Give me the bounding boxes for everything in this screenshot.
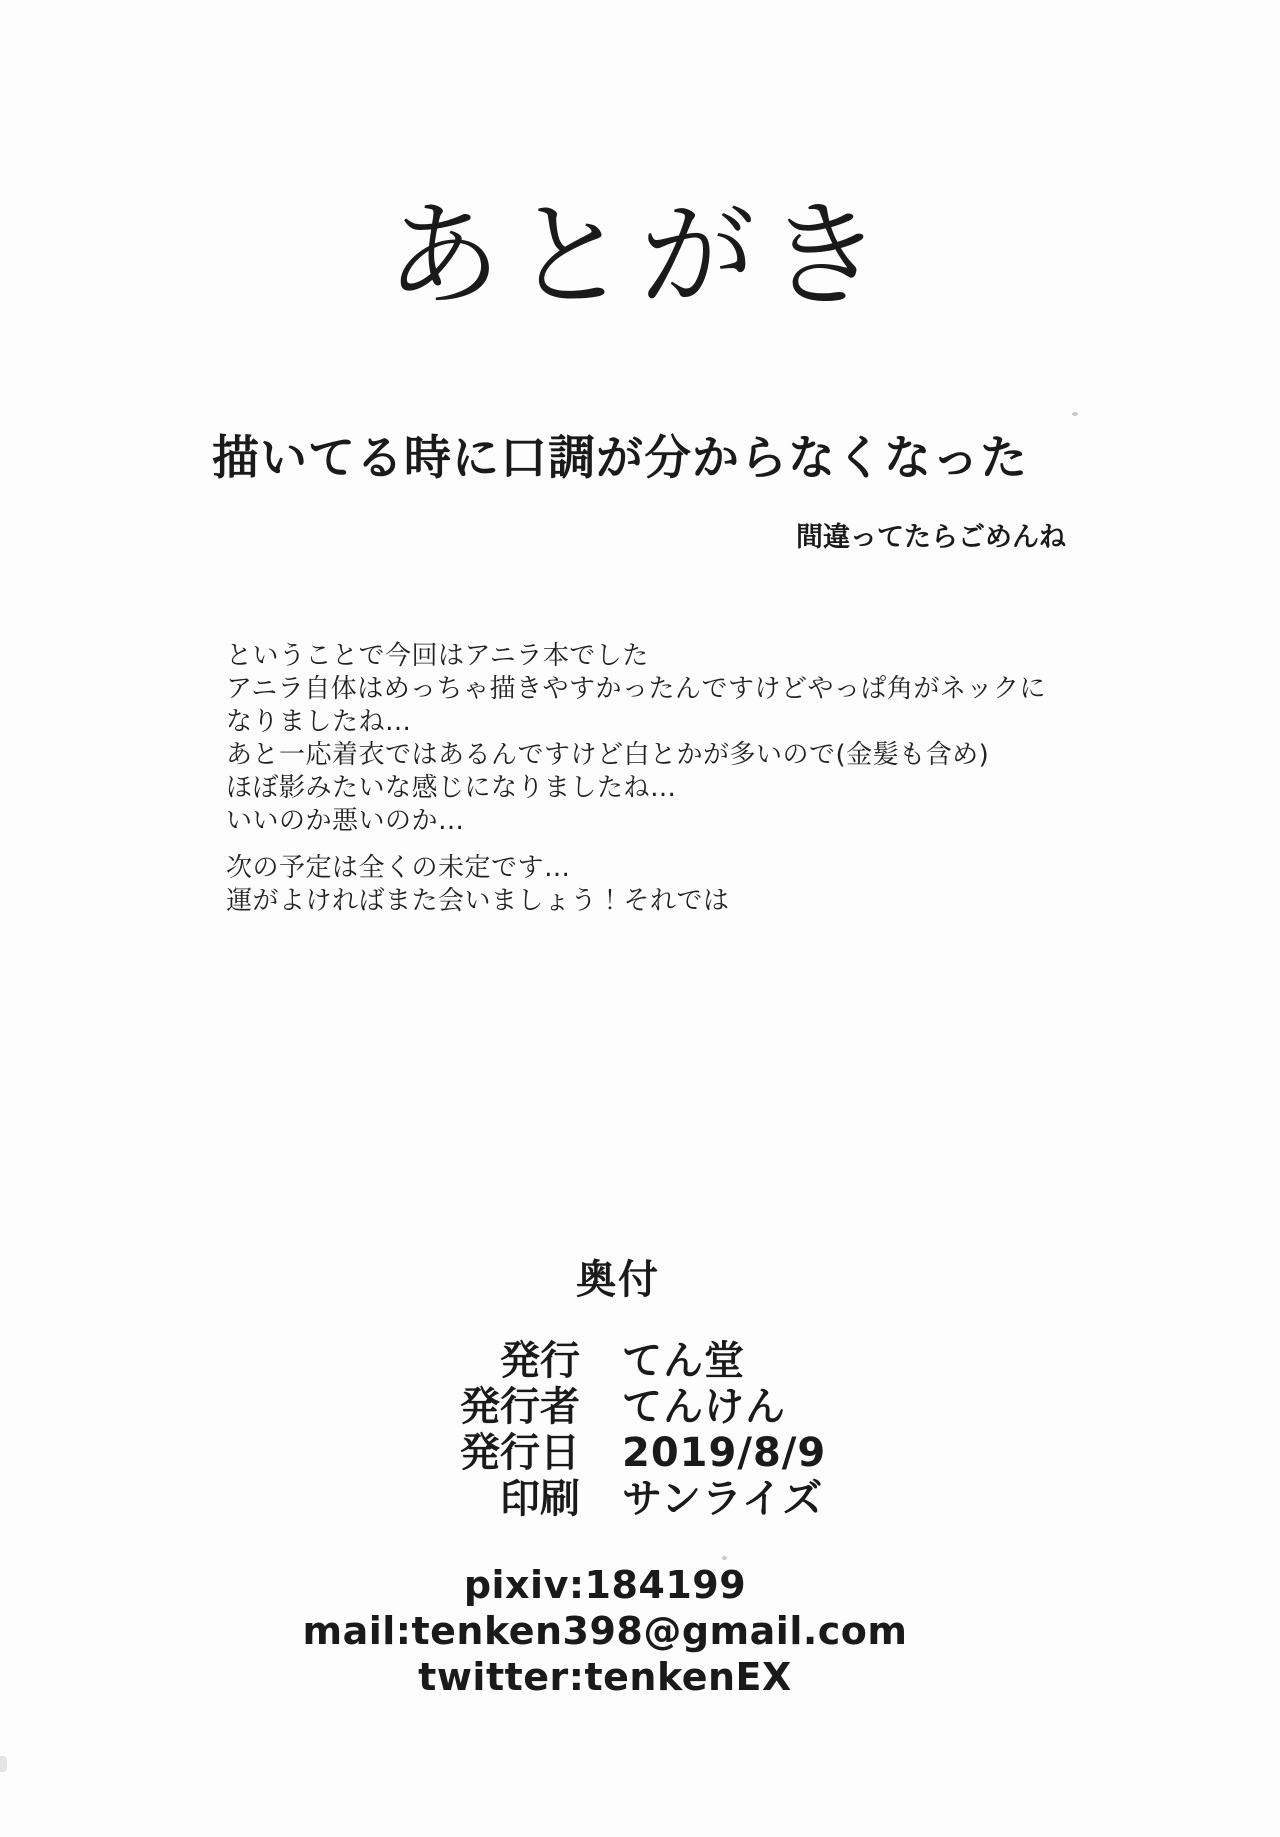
body-line: ほぼ影みたいな感じになりましたね… bbox=[226, 773, 677, 803]
colophon-label-publisher: 発行 bbox=[500, 1338, 580, 1384]
colophon-value-printer: サンライズ bbox=[622, 1476, 824, 1522]
page-title: あとがき bbox=[385, 189, 894, 323]
body-line: 次の予定は全くの未定です… bbox=[226, 853, 571, 883]
colophon-label-author: 発行者 bbox=[460, 1384, 580, 1430]
contact-info bbox=[0, 1562, 1210, 1700]
body-line: あと一応着衣ではあるんですけど白とかが多いので(金髪も含め) bbox=[226, 740, 990, 770]
body-line: いいのか悪いのか… bbox=[226, 806, 465, 836]
mail-address-text: mail:tenken398@gmail.com bbox=[302, 1609, 908, 1653]
pixiv-id-text: pixiv:184199 bbox=[463, 1563, 747, 1607]
scan-speckle bbox=[722, 1556, 727, 1560]
body-line: ということで今回はアニラ本でした bbox=[226, 641, 649, 671]
colophon-heading: 奥付 bbox=[576, 1257, 660, 1303]
colophon-label-printer: 印刷 bbox=[500, 1476, 580, 1522]
afterword-body bbox=[226, 640, 1046, 918]
colophon-value-author: てんけん bbox=[622, 1384, 786, 1430]
twitter-handle-text: twitter:tenkenEX bbox=[418, 1655, 792, 1699]
body-line: アニラ自体はめっちゃ描きやすかったんですけどやっぱ角がネックに bbox=[226, 674, 1046, 704]
paragraph-2 bbox=[226, 852, 1046, 918]
colophon-table bbox=[225, 1338, 826, 1522]
colophon-label-publish-date: 発行日 bbox=[460, 1430, 580, 1476]
colophon-value-publisher: てん堂 bbox=[622, 1338, 745, 1384]
subtitle: 描いてる時に口調が分からなくなった bbox=[212, 431, 1028, 486]
body-line: 運がよければまた会いましょう！それでは bbox=[226, 886, 730, 916]
colophon-value-publish-date: 2019/8/9 bbox=[622, 1430, 827, 1476]
body-line: なりましたね… bbox=[226, 707, 412, 737]
scan-speckle bbox=[1072, 412, 1078, 416]
paragraph-1 bbox=[226, 640, 1046, 838]
scan-edge-mark bbox=[0, 1756, 7, 1772]
subtitle-note: 間違ってたらごめんね bbox=[796, 522, 1066, 553]
